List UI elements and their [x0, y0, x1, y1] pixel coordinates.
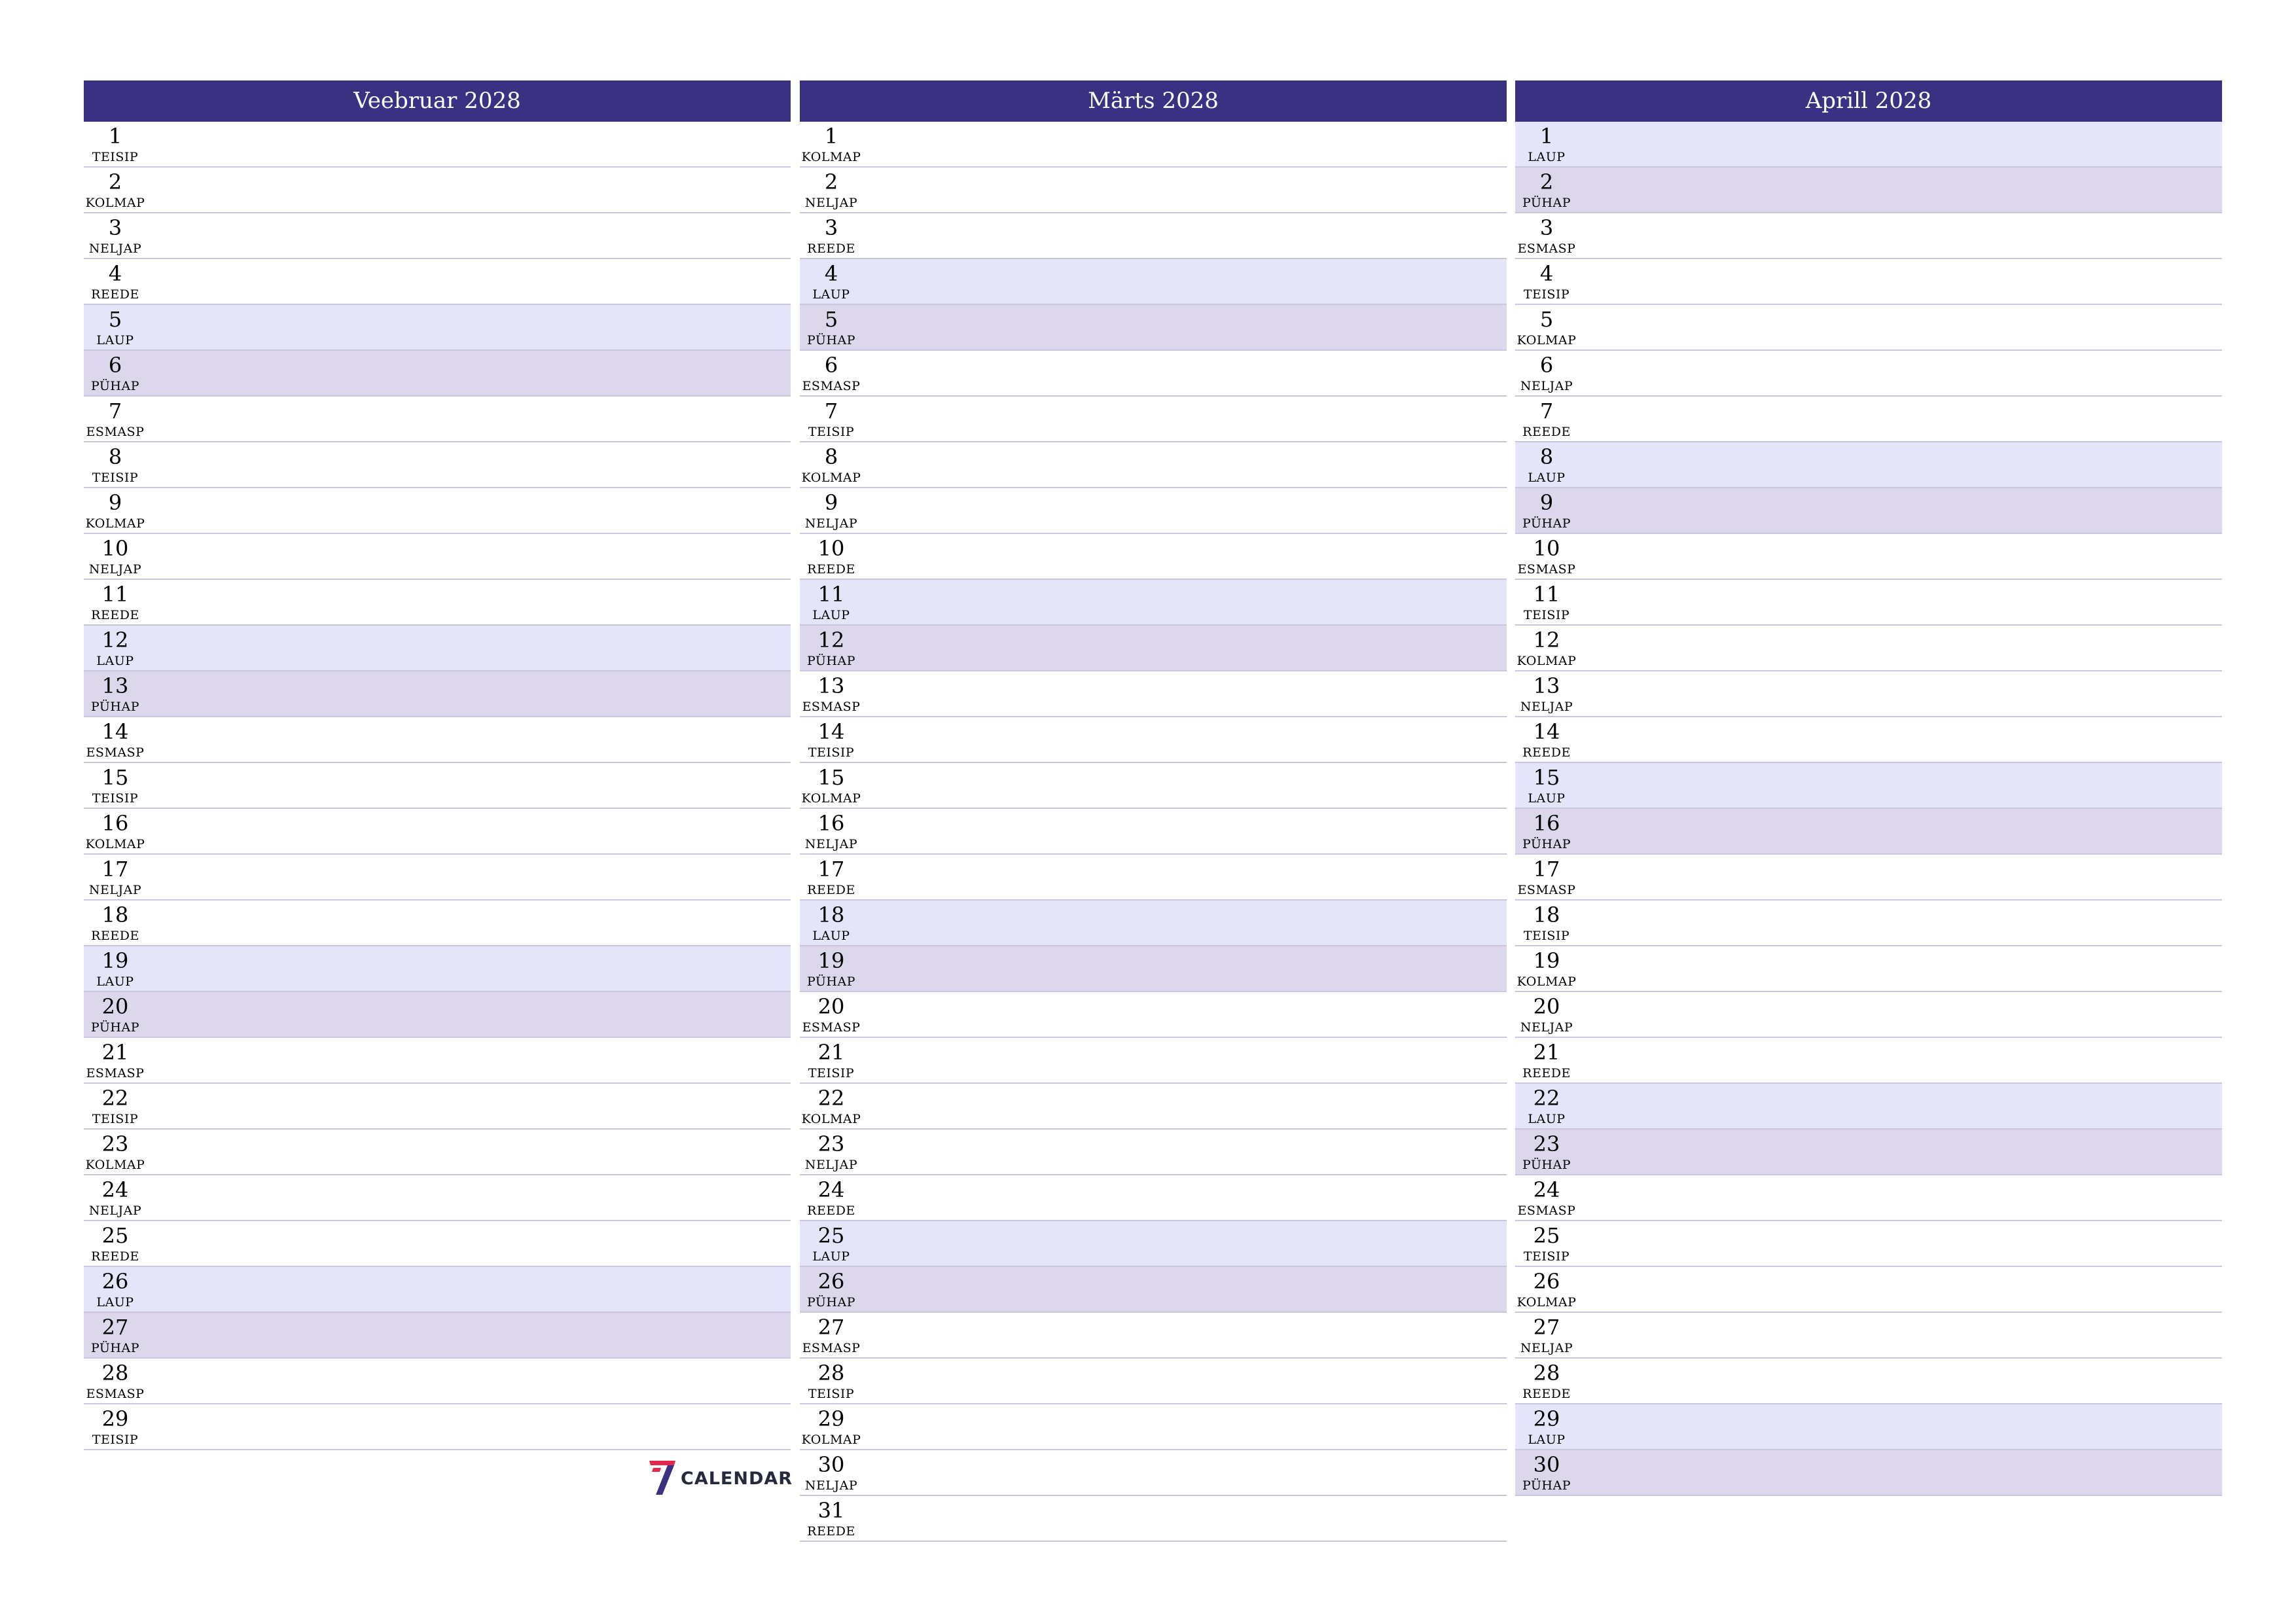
day-row[interactable] — [1515, 1359, 2222, 1404]
day-number: 29 — [817, 1406, 845, 1431]
day-number: 19 — [1533, 948, 1560, 973]
day-number: 24 — [817, 1177, 845, 1202]
day-row[interactable] — [84, 1221, 791, 1267]
weekday-name: REEDE — [1522, 425, 1571, 439]
weekday-name: REEDE — [1522, 745, 1571, 760]
month-column-march — [800, 80, 1507, 1542]
day-row[interactable] — [1515, 534, 2222, 580]
seven-logo-icon — [648, 1459, 677, 1496]
day-row[interactable] — [84, 809, 791, 855]
day-number: 26 — [1533, 1269, 1560, 1294]
brand-logo[interactable] — [648, 1459, 793, 1499]
weekday-name: TEISIP — [808, 425, 855, 439]
day-row[interactable] — [800, 1450, 1507, 1496]
day-row[interactable] — [84, 717, 791, 763]
day-number: 15 — [1533, 765, 1560, 790]
weekday-name: PÜHAP — [806, 654, 856, 668]
day-number: 6 — [1539, 353, 1554, 378]
day-row[interactable] — [800, 305, 1507, 351]
weekday-name: PÜHAP — [90, 379, 140, 393]
day-number: 13 — [1533, 673, 1560, 698]
weekday-name: ESMASP — [86, 425, 145, 439]
weekday-name: NELJAP — [804, 1478, 858, 1493]
day-row[interactable] — [84, 397, 791, 442]
weekday-name: LAUP — [96, 654, 134, 668]
day-row[interactable] — [1515, 259, 2222, 305]
day-row[interactable] — [84, 168, 791, 213]
weekday-name: REEDE — [1522, 1387, 1571, 1401]
day-row[interactable] — [84, 534, 791, 580]
day-number: 4 — [824, 261, 838, 286]
day-number: 21 — [817, 1040, 845, 1065]
weekday-name: PÜHAP — [90, 700, 140, 714]
weekday-name: REEDE — [807, 1524, 855, 1539]
day-row[interactable] — [84, 1313, 791, 1359]
weekday-name: NELJAP — [804, 1158, 858, 1172]
weekday-name: KOLMAP — [85, 1158, 145, 1172]
day-number: 2 — [1539, 169, 1554, 194]
day-number: 24 — [1533, 1177, 1560, 1202]
day-number: 28 — [1533, 1361, 1560, 1385]
day-number: 21 — [101, 1040, 129, 1065]
day-number: 25 — [101, 1223, 129, 1248]
day-row[interactable] — [84, 213, 791, 259]
weekday-name: KOLMAP — [1516, 333, 1577, 348]
weekday-name: TEISIP — [1523, 287, 1570, 302]
day-row[interactable] — [1515, 168, 2222, 213]
day-number: 19 — [101, 948, 129, 973]
weekday-name: LAUP — [812, 929, 850, 943]
day-number: 22 — [817, 1086, 845, 1111]
day-row[interactable] — [800, 122, 1507, 168]
day-number: 5 — [1539, 307, 1554, 332]
weekday-name: TEISIP — [92, 1112, 139, 1126]
day-number: 10 — [101, 536, 129, 561]
day-row[interactable] — [800, 1130, 1507, 1175]
weekday-name: TEISIP — [92, 791, 139, 806]
weekday-name: LAUP — [96, 974, 134, 989]
day-row[interactable] — [1515, 809, 2222, 855]
day-number: 18 — [817, 902, 845, 927]
day-row[interactable] — [800, 580, 1507, 626]
day-number: 14 — [1533, 719, 1560, 744]
weekday-name: TEISIP — [1523, 1249, 1570, 1264]
day-row[interactable] — [1515, 671, 2222, 717]
day-row[interactable] — [1515, 1267, 2222, 1313]
day-number: 5 — [824, 307, 838, 332]
day-row[interactable] — [1515, 442, 2222, 488]
day-number: 1 — [1539, 124, 1554, 149]
day-row[interactable] — [800, 1038, 1507, 1084]
weekday-name: REEDE — [1522, 1066, 1571, 1080]
day-number: 10 — [817, 536, 845, 561]
day-number: 12 — [101, 628, 129, 652]
day-number: 26 — [817, 1269, 845, 1294]
weekday-name: LAUP — [1528, 791, 1566, 806]
day-list — [800, 122, 1507, 1542]
day-row[interactable] — [1515, 1450, 2222, 1496]
day-row[interactable] — [1515, 1404, 2222, 1450]
weekday-name: NELJAP — [1520, 379, 1573, 393]
day-number: 23 — [1533, 1132, 1560, 1156]
month-title: Märts 2028 — [800, 80, 1507, 122]
day-number: 29 — [1533, 1406, 1560, 1431]
weekday-name: ESMASP — [802, 1020, 861, 1035]
day-number: 3 — [1539, 215, 1554, 240]
day-row[interactable] — [84, 1084, 791, 1130]
month-title: Veebruar 2028 — [84, 80, 791, 122]
day-number: 8 — [824, 444, 838, 469]
day-row[interactable] — [800, 1084, 1507, 1130]
day-row[interactable] — [800, 213, 1507, 259]
day-row[interactable] — [1515, 717, 2222, 763]
day-number: 31 — [817, 1498, 845, 1523]
day-row[interactable] — [800, 809, 1507, 855]
weekday-name: PÜHAP — [90, 1341, 140, 1355]
weekday-name: TEISIP — [92, 471, 139, 485]
day-row[interactable] — [800, 1404, 1507, 1450]
day-number: 8 — [108, 444, 122, 469]
day-number: 4 — [1539, 261, 1554, 286]
day-row[interactable] — [84, 580, 791, 626]
weekday-name: NELJAP — [1520, 700, 1573, 714]
day-number: 4 — [108, 261, 122, 286]
weekday-name: KOLMAP — [801, 471, 861, 485]
weekday-name: REEDE — [807, 883, 855, 897]
weekday-name: TEISIP — [92, 1433, 139, 1447]
day-row[interactable] — [800, 671, 1507, 717]
day-row[interactable] — [800, 992, 1507, 1038]
day-number: 21 — [1533, 1040, 1560, 1065]
weekday-name: ESMASP — [86, 1066, 145, 1080]
day-number: 6 — [108, 353, 122, 378]
weekday-name: KOLMAP — [801, 150, 861, 164]
day-number: 16 — [101, 811, 129, 836]
day-row[interactable] — [1515, 351, 2222, 397]
weekday-name: KOLMAP — [801, 1433, 861, 1447]
weekday-name: NELJAP — [804, 516, 858, 531]
weekday-name: KOLMAP — [1516, 654, 1577, 668]
weekday-name: NELJAP — [804, 837, 858, 851]
day-row[interactable] — [1515, 488, 2222, 534]
day-row[interactable] — [1515, 626, 2222, 671]
day-number: 30 — [817, 1452, 845, 1477]
weekday-name: ESMASP — [802, 379, 861, 393]
day-row[interactable] — [1515, 763, 2222, 809]
weekday-name: KOLMAP — [801, 791, 861, 806]
day-row[interactable] — [84, 305, 791, 351]
day-row[interactable] — [84, 1038, 791, 1084]
weekday-name: LAUP — [96, 333, 134, 348]
day-row[interactable] — [1515, 901, 2222, 946]
day-row[interactable] — [800, 763, 1507, 809]
day-number: 7 — [824, 399, 838, 423]
day-row[interactable] — [800, 946, 1507, 992]
day-row[interactable] — [1515, 213, 2222, 259]
weekday-name: REEDE — [91, 1249, 139, 1264]
day-row[interactable] — [800, 1175, 1507, 1221]
day-number: 20 — [817, 994, 845, 1019]
day-row[interactable] — [800, 397, 1507, 442]
day-row[interactable] — [800, 168, 1507, 213]
day-row[interactable] — [84, 1404, 791, 1450]
day-number: 26 — [101, 1269, 129, 1294]
day-number: 9 — [1539, 490, 1554, 515]
day-row[interactable] — [84, 1359, 791, 1404]
day-number: 9 — [824, 490, 838, 515]
day-row[interactable] — [800, 259, 1507, 305]
day-row[interactable] — [1515, 1038, 2222, 1084]
day-number: 20 — [101, 994, 129, 1019]
day-row[interactable] — [84, 671, 791, 717]
weekday-name: NELJAP — [88, 241, 142, 256]
month-column-april — [1515, 80, 2222, 1496]
day-number: 27 — [817, 1315, 845, 1340]
day-row[interactable] — [1515, 1221, 2222, 1267]
day-row[interactable] — [84, 992, 791, 1038]
day-number: 14 — [101, 719, 129, 744]
weekday-name: LAUP — [96, 1295, 134, 1310]
weekday-name: KOLMAP — [1516, 974, 1577, 989]
day-row[interactable] — [84, 1267, 791, 1313]
day-row[interactable] — [800, 1313, 1507, 1359]
weekday-name: PÜHAP — [1522, 516, 1571, 531]
day-number: 10 — [1533, 536, 1560, 561]
day-row[interactable] — [1515, 397, 2222, 442]
day-number: 1 — [824, 124, 838, 149]
day-row[interactable] — [1515, 1175, 2222, 1221]
day-number: 17 — [817, 857, 845, 882]
day-number: 27 — [101, 1315, 129, 1340]
weekday-name: LAUP — [812, 287, 850, 302]
day-row[interactable] — [800, 351, 1507, 397]
day-number: 2 — [108, 169, 122, 194]
weekday-name: KOLMAP — [85, 837, 145, 851]
weekday-name: PÜHAP — [1522, 196, 1571, 210]
day-row[interactable] — [1515, 1084, 2222, 1130]
day-number: 22 — [101, 1086, 129, 1111]
day-number: 3 — [824, 215, 838, 240]
weekday-name: ESMASP — [1517, 883, 1576, 897]
weekday-name: LAUP — [1528, 150, 1566, 164]
weekday-name: REEDE — [91, 608, 139, 622]
day-number: 20 — [1533, 994, 1560, 1019]
weekday-name: PÜHAP — [806, 974, 856, 989]
day-number: 12 — [1533, 628, 1560, 652]
day-row[interactable] — [84, 488, 791, 534]
day-number: 19 — [817, 948, 845, 973]
weekday-name: LAUP — [1528, 1112, 1566, 1126]
weekday-name: TEISIP — [1523, 608, 1570, 622]
weekday-name: NELJAP — [1520, 1341, 1573, 1355]
day-number: 22 — [1533, 1086, 1560, 1111]
month-column-february — [84, 80, 791, 1450]
day-row[interactable] — [800, 1496, 1507, 1542]
day-number: 7 — [1539, 399, 1554, 423]
day-number: 13 — [817, 673, 845, 698]
day-row[interactable] — [1515, 855, 2222, 901]
weekday-name: NELJAP — [88, 562, 142, 577]
day-row[interactable] — [84, 855, 791, 901]
day-number: 27 — [1533, 1315, 1560, 1340]
weekday-name: NELJAP — [88, 1204, 142, 1218]
day-number: 1 — [108, 124, 122, 149]
day-row[interactable] — [84, 946, 791, 992]
day-number: 25 — [1533, 1223, 1560, 1248]
weekday-name: ESMASP — [1517, 562, 1576, 577]
day-number: 6 — [824, 353, 838, 378]
day-number: 18 — [1533, 902, 1560, 927]
weekday-name: NELJAP — [88, 883, 142, 897]
day-row[interactable] — [800, 1359, 1507, 1404]
weekday-name: ESMASP — [802, 700, 861, 714]
day-row[interactable] — [1515, 1130, 2222, 1175]
day-row[interactable] — [84, 626, 791, 671]
day-number: 17 — [101, 857, 129, 882]
day-number: 13 — [101, 673, 129, 698]
weekday-name: LAUP — [812, 608, 850, 622]
day-number: 11 — [817, 582, 845, 607]
weekday-name: PÜHAP — [1522, 1478, 1571, 1493]
weekday-name: KOLMAP — [85, 516, 145, 531]
day-row[interactable] — [84, 259, 791, 305]
day-number: 18 — [101, 902, 129, 927]
day-number: 9 — [108, 490, 122, 515]
weekday-name: LAUP — [1528, 1433, 1566, 1447]
weekday-name: PÜHAP — [806, 333, 856, 348]
day-row[interactable] — [800, 1267, 1507, 1313]
day-row[interactable] — [1515, 122, 2222, 168]
day-number: 3 — [108, 215, 122, 240]
day-number: 2 — [824, 169, 838, 194]
weekday-name: ESMASP — [86, 745, 145, 760]
weekday-name: KOLMAP — [85, 196, 145, 210]
weekday-name: PÜHAP — [1522, 1158, 1571, 1172]
weekday-name: NELJAP — [804, 196, 858, 210]
day-row[interactable] — [800, 534, 1507, 580]
day-number: 25 — [817, 1223, 845, 1248]
weekday-name: REEDE — [807, 241, 855, 256]
day-number: 30 — [1533, 1452, 1560, 1477]
weekday-name: ESMASP — [1517, 1204, 1576, 1218]
day-row[interactable] — [84, 901, 791, 946]
day-row[interactable] — [84, 442, 791, 488]
weekday-name: TEISIP — [92, 150, 139, 164]
weekday-name: LAUP — [1528, 471, 1566, 485]
day-row[interactable] — [1515, 580, 2222, 626]
day-number: 16 — [817, 811, 845, 836]
day-number: 5 — [108, 307, 122, 332]
day-row[interactable] — [800, 442, 1507, 488]
weekday-name: KOLMAP — [801, 1112, 861, 1126]
weekday-name: KOLMAP — [1516, 1295, 1577, 1310]
day-number: 16 — [1533, 811, 1560, 836]
weekday-name: NELJAP — [1520, 1020, 1573, 1035]
day-number: 8 — [1539, 444, 1554, 469]
day-row[interactable] — [1515, 992, 2222, 1038]
weekday-name: ESMASP — [86, 1387, 145, 1401]
day-row[interactable] — [800, 626, 1507, 671]
weekday-name: REEDE — [91, 287, 139, 302]
day-number: 11 — [1533, 582, 1560, 607]
day-number: 12 — [817, 628, 845, 652]
day-number: 17 — [1533, 857, 1560, 882]
day-row[interactable] — [84, 763, 791, 809]
weekday-name: PÜHAP — [806, 1295, 856, 1310]
day-list — [84, 122, 791, 1450]
day-row[interactable] — [84, 351, 791, 397]
weekday-name: REEDE — [91, 929, 139, 943]
day-list — [1515, 122, 2222, 1496]
weekday-name: REEDE — [807, 562, 855, 577]
day-number: 15 — [817, 765, 845, 790]
day-number: 11 — [101, 582, 129, 607]
day-number: 28 — [101, 1361, 129, 1385]
day-row[interactable] — [800, 717, 1507, 763]
day-row[interactable] — [800, 901, 1507, 946]
weekday-name: REEDE — [807, 1204, 855, 1218]
weekday-name: ESMASP — [1517, 241, 1576, 256]
weekday-name: TEISIP — [1523, 929, 1570, 943]
day-row[interactable] — [800, 488, 1507, 534]
weekday-name: TEISIP — [808, 1066, 855, 1080]
day-number: 7 — [108, 399, 122, 423]
weekday-name: PÜHAP — [90, 1020, 140, 1035]
day-number: 29 — [101, 1406, 129, 1431]
day-row[interactable] — [84, 122, 791, 168]
logo-text: CALENDAR — [681, 1469, 793, 1489]
month-title: Aprill 2028 — [1515, 80, 2222, 122]
day-number: 28 — [817, 1361, 845, 1385]
day-number: 14 — [817, 719, 845, 744]
day-number: 15 — [101, 765, 129, 790]
day-number: 24 — [101, 1177, 129, 1202]
day-row[interactable] — [800, 1221, 1507, 1267]
weekday-name: ESMASP — [802, 1341, 861, 1355]
weekday-name: LAUP — [812, 1249, 850, 1264]
day-row[interactable] — [1515, 305, 2222, 351]
day-row[interactable] — [800, 855, 1507, 901]
weekday-name: TEISIP — [808, 745, 855, 760]
day-number: 23 — [817, 1132, 845, 1156]
day-number: 23 — [101, 1132, 129, 1156]
day-row[interactable] — [1515, 1313, 2222, 1359]
day-row[interactable] — [84, 1130, 791, 1175]
day-row[interactable] — [1515, 946, 2222, 992]
weekday-name: PÜHAP — [1522, 837, 1571, 851]
day-row[interactable] — [84, 1175, 791, 1221]
weekday-name: TEISIP — [808, 1387, 855, 1401]
